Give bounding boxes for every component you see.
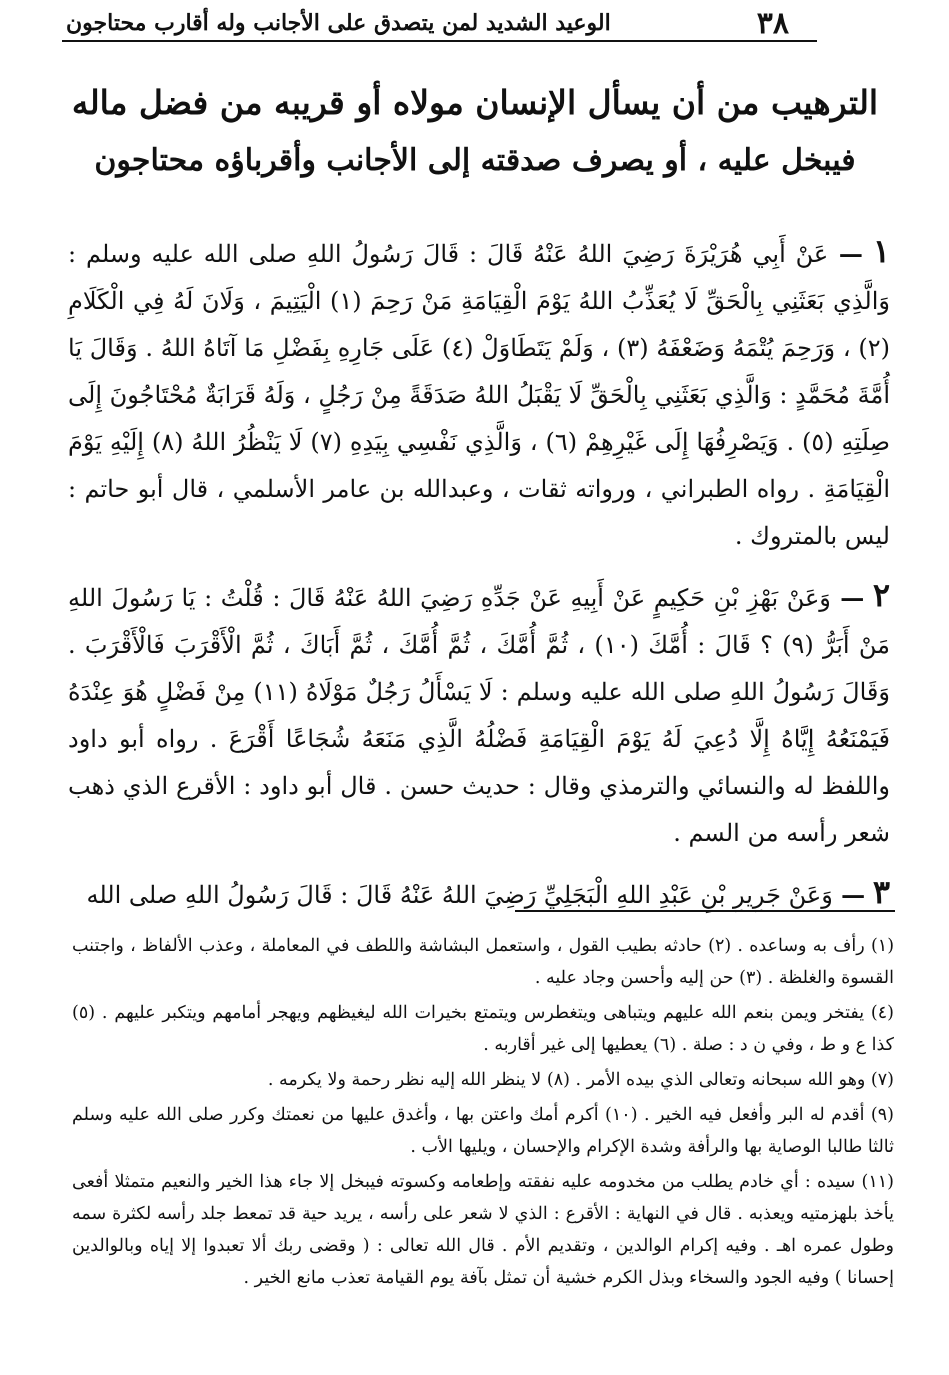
number-dash: — [830,583,865,612]
chapter-title-line-2: فيبخل عليه ، أو يصرف صدقته إلى الأجانب وأقرباؤه محتاجون [94,143,856,178]
running-title: الوعيد الشديد لمن يتصدق على الأجانب وله أقارب محتاجون [66,10,611,36]
page-number: ٣٨ [756,5,789,41]
hadith-body [68,228,890,931]
chapter-title [40,74,910,190]
hadith-text: عَنْ أَبِي هُرَيْرَةَ رَضِيَ اللهُ عَنْهُ قَالَ : قَالَ رَسُولُ اللهِ صلى الله عليه وسلم : وَالَّذِي بَعَثَنِي بِالْحَقِّ لَا يُعَذِّبُ اللهُ يَوْمَ الْقِيَامَةِ مَنْ رَحِمَ (١) الْيَتِيمَ ، وَلَانَ لَهُ فِي الْكَلَامِ (٢) ، وَرَحِمَ يُتْمَهُ وَضَعْفَهُ (٣) ، وَلَمْ يَتَطَاوَلْ (٤) عَلَى جَارِهِ بِفَضْلِ مَا آتَاهُ اللهُ . وَقَالَ يَا أُمَّةَ مُحَمَّدٍ : وَالَّذِي بَعَثَنِي بِالْحَقِّ لَا يَقْبَلُ اللهُ صَدَقَةً مِنْ رَجُلٍ ، وَلَهُ قَرَابَةٌ مُحْتَاجُونَ إِلَى صِلَتِهِ (٥) . وَيَصْرِفُهَا إِلَى غَيْرِهِمْ (٦) ، وَالَّذِي نَفْسِي بِيَدِهِ (٧) لَا يَنْظُرُ اللهُ (٨) إِلَيْهِ يَوْمَ الْقِيَامَةِ . رواه الطبراني ، ورواته ثقات ، وعبدالله بن عامر الأسلمي ، قال أبو حاتم : ليس بالمتروك . [68,240,891,550]
hadith-number: ١ [872,232,890,270]
number-dash: — [832,880,866,909]
footnote-separator [515,910,895,912]
number-dash: — [828,239,863,268]
hadith-paragraph [68,572,890,857]
footnote: (١١) سيده : أي خادم يطلب من مخدومه عليه نفقته وإطعامه وكسوته فيبخل إلا جاء هذا الخير والنعيم متمثلا أفعى يأخذ بلهزمتيه ويعذبه . قال في النهاية : الأقرع : الذي لا شعر على رأسه ، يريد حية قد تمعط جلد رأسه لكثرة سمه وطول عمره اهـ . وفيه إكرام الوالدين ، وتقديم الأم . قال الله تعالى : ( وقضى ربك ألا تعبدوا إلا إياه وبالوالدين إحسانا ) وفيه الجود والسخاء وبذل الكرم خشية أن تمثل بآفة يوم القيامة تعذب مانع الخير . [72,1172,894,1288]
page-header [62,6,817,42]
hadith-number: ٢ [872,576,890,614]
chapter-title-line-1: الترهيب من أن يسأل الإنسان مولاه أو قريبه من فضل ماله [71,83,879,122]
hadith-text: وَعَنْ جَرِيرِ بْنِ عَبْدِ اللهِ الْبَجَلِيِّ رَضِيَ اللهُ عَنْهُ قَالَ : قَالَ رَسُولُ اللهِ صلى الله [86,881,833,909]
hadith-number: ٣ [872,873,890,911]
footnote: (٩) أقدم له البر وأفعل فيه الخير . (١٠) أكرم أمك واعتن بها ، وأغدق عليها من نعمتك وكرر صلى الله عليه وسلم ثالثا طالبا الوصاية بها والرأفة وشدة الإكرام والإحسان ، ويليها الأب . [72,1105,894,1157]
footnote: (٤) يفتخر ويمن بنعم الله عليهم ويتباهى ويتغطرس ويتمتع بخيرات الله ليغيظهم ويهجر أمامهم ويتكبر عليهم . (٥) كذا ع و ط ، وفي ن د : صلة . (٦) يعطيها إلى غير أقاربه . [72,1003,894,1055]
hadith-text: وَعَنْ بَهْزِ بْنِ حَكِيمٍ عَنْ أَبِيهِ عَنْ جَدِّهِ رَضِيَ اللهُ عَنْهُ قَالَ : قُلْتُ : يَا رَسُولَ اللهِ مَنْ أَبَرُّ (٩) ؟ قَالَ : أُمَّكَ (١٠) ، ثُمَّ أُمَّكَ ، ثُمَّ أُمَّكَ ، ثُمَّ أَبَاكَ ، ثُمَّ الْأَقْرَبَ فَالْأَقْرَبَ . وَقَالَ رَسُولُ اللهِ صلى الله عليه وسلم : لَا يَسْأَلُ رَجُلٌ مَوْلَاهُ (١١) مِنْ فَضْلٍ هُوَ عِنْدَهُ فَيَمْنَعُهُ إِيَّاهُ إِلَّا دُعِيَ لَهُ يَوْمَ الْقِيَامَةِ فَضْلُهُ الَّذِي مَنَعَهُ شُجَاعًا أَقْرَعَ . رواه أبو داود واللفظ له والنسائي والترمذي وقال : حديث حسن . قال أبو داود : الأقرع الذي ذهب شعر رأسه من السم . [68,584,890,847]
footnotes [72,930,894,1297]
hadith-paragraph [68,228,890,560]
footnote: (١) رأف به وساعده . (٢) حادثه بطيب القول ، واستعمل البشاشة واللطف في المعاملة ، وعذب الألفاظ ، واجتنب القسوة والغلظة . (٣) حن إليه وأحسن وجاد عليه . [72,936,895,988]
footnote: (٧) وهو الله سبحانه وتعالى الذي بيده الأمر . (٨) لا ينظر الله إليه نظر رحمة ولا يكرمه . [267,1070,894,1090]
